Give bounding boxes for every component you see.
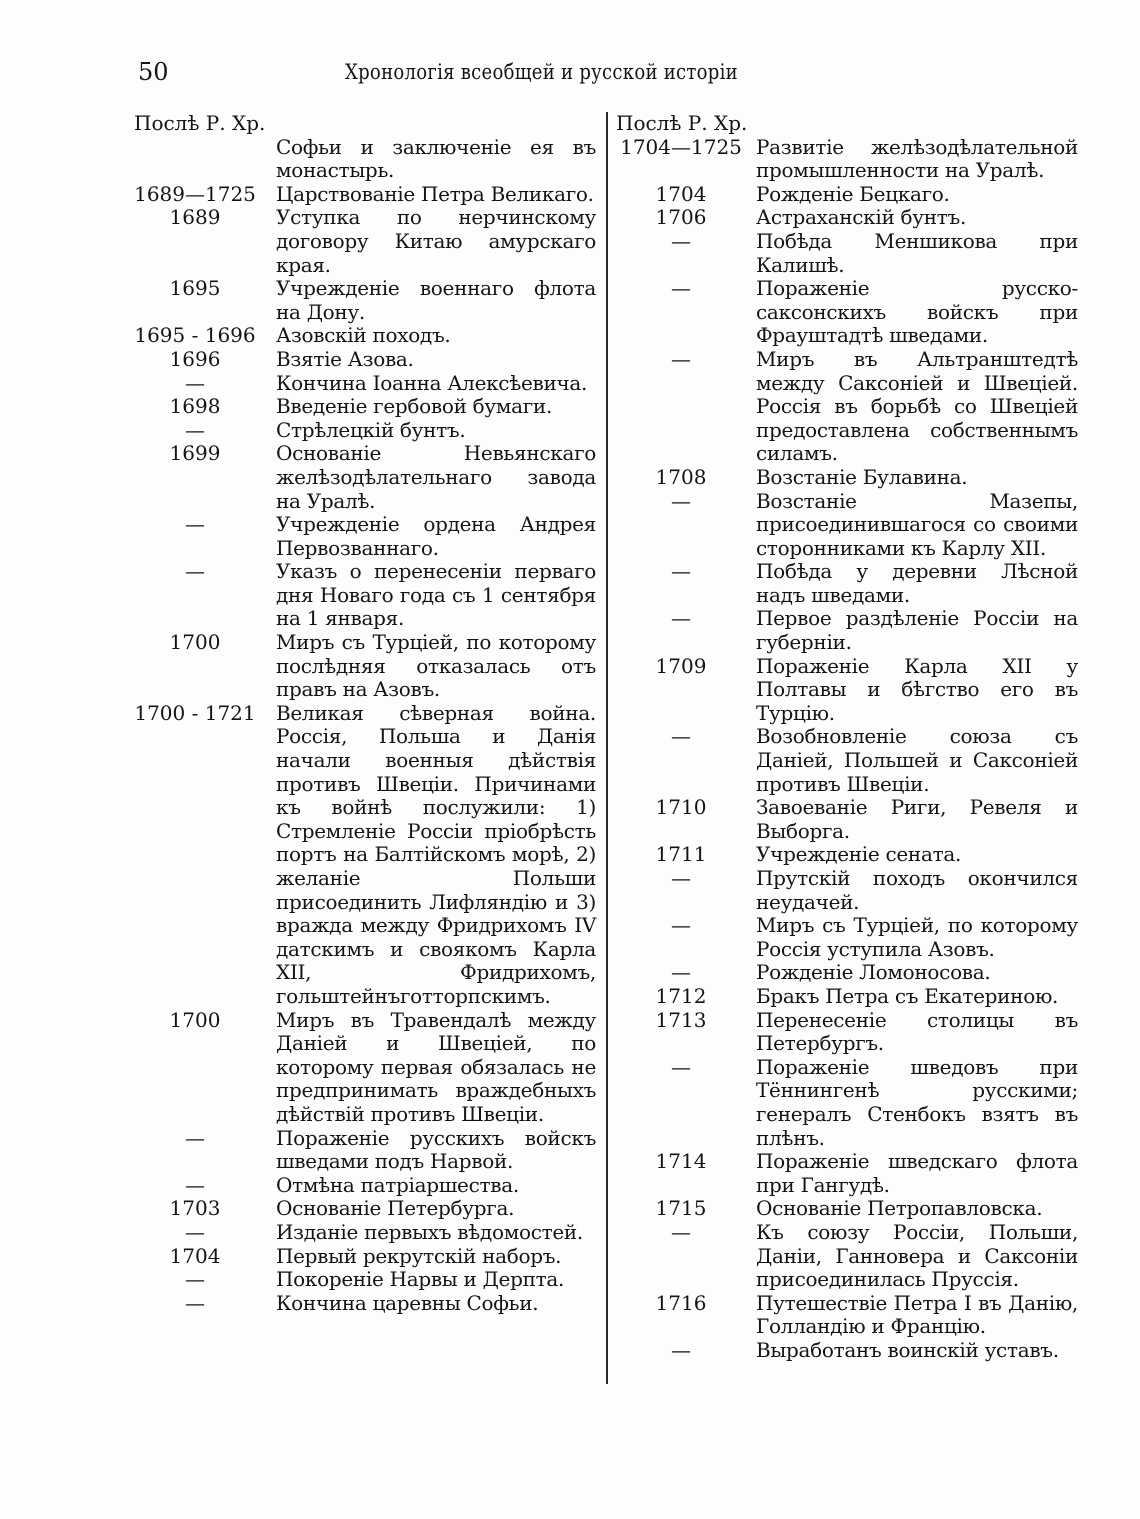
chronology-entry: [612, 1339, 1082, 1363]
entry-text: Астраханскій бунтъ.: [756, 205, 967, 230]
entry-date: 1710: [655, 795, 707, 820]
chronology-entry: [612, 961, 1082, 985]
entry-text: Покореніе Нарвы и Дерпта.: [276, 1267, 565, 1292]
chronology-entry: [120, 442, 602, 513]
entry-text: Выработанъ воинскій уставъ.: [756, 1337, 1059, 1362]
entry-text: Азовскій походъ.: [276, 323, 451, 348]
entry-text: Кончина царевны Софьи.: [276, 1290, 539, 1315]
entry-date: 1706: [655, 205, 707, 230]
entry-date: —: [671, 559, 691, 584]
entry-text: Великая сѣверная война. Россія, Польша и Данія начали военныя дѣйствія противъ Швеціи. Причинами къ войнѣ послужили: 1) Стремленіе Россіи пріобрѣсть портъ на Балтійскомъ морѣ, 2) желаніе Польши присоединить Лифляндію и 3) вражда между Фридрихомъ IV датскимъ и своякомъ Карла XII, Фридрихомъ, гольштейнъготторпскимъ.: [276, 700, 596, 1008]
chronology-entry: [120, 1127, 602, 1174]
column-divider: [606, 112, 608, 1384]
entry-text: Первый рекрутскій наборъ.: [276, 1243, 562, 1268]
chronology-entry: [612, 914, 1082, 961]
chronology-entry: [612, 867, 1082, 914]
entry-date: —: [671, 346, 691, 371]
chronology-entry: [120, 1174, 602, 1198]
entry-text: Софьи и заключеніе ея въ монастырь.: [276, 134, 596, 183]
left-column: [120, 112, 602, 1315]
entry-text: Пораженіе Карла XII у Полтавы и бѣгство его въ Турцію.: [756, 653, 1078, 725]
entry-date: —: [671, 866, 691, 890]
entry-text: Прутскій походъ окончился неудачей.: [756, 866, 1078, 914]
entry-date: —: [185, 417, 205, 442]
entry-date: —: [671, 228, 691, 253]
chronology-entry: [612, 136, 1082, 183]
chronology-entry: [612, 230, 1082, 277]
chronology-entry: [612, 985, 1082, 1009]
entry-date: 1715: [655, 1196, 707, 1221]
entry-text: Указъ о перенесеніи перваго дня Новаго года съ 1 сентября на 1 января.: [276, 559, 596, 631]
entry-text: Къ союзу Россіи, Польши, Даніи, Ганновера и Саксоніи присоединилась Пруссія.: [756, 1219, 1078, 1292]
entry-text: Побѣда у деревни Лѣсной надъ шведами.: [756, 559, 1078, 607]
entry-text: Кончина Іоанна Алексѣевича.: [276, 370, 588, 395]
chronology-entry: [120, 419, 602, 443]
chronology-entry: [120, 560, 602, 631]
entry-date: 1708: [655, 464, 707, 489]
chronology-entry: [612, 1292, 1082, 1339]
entry-text: Первое раздѣленіе Россіи на губерніи.: [756, 606, 1078, 655]
entry-date: —: [671, 488, 691, 513]
chronology-entry: [612, 466, 1082, 490]
chronology-entry: [612, 183, 1082, 207]
entry-text: Миръ въ Травендалѣ между Даніей и Швеціей, по которому первая обязалась не предпринимать враждебныхъ дѣйствій противъ Швеціи.: [276, 1007, 596, 1126]
chronology-entry: [612, 796, 1082, 843]
chronology-entry: [120, 631, 602, 702]
chronology-entry: [612, 1221, 1082, 1292]
chronology-entry: [120, 1268, 602, 1292]
chronology-entry: [120, 372, 602, 396]
entry-text: Учрежденіе сената.: [756, 842, 962, 867]
entry-date: —: [671, 1337, 691, 1362]
entry-text: Миръ съ Турціей, по которому послѣдняя отказалась отъ правъ на Азовъ.: [276, 630, 596, 702]
entry-date: 1696: [169, 346, 221, 371]
right-column: [612, 112, 1082, 1362]
entry-date: 1704: [655, 181, 707, 206]
entry-date: —: [185, 1219, 205, 1244]
chronology-entry: [120, 1292, 602, 1316]
entry-date: —: [185, 1125, 205, 1150]
entry-text: Основаніе Петропавловска.: [756, 1196, 1043, 1221]
chronology-entry: [612, 277, 1082, 348]
entry-date: —: [671, 1054, 691, 1079]
entry-date: —: [185, 1290, 205, 1315]
entry-date: —: [671, 1219, 691, 1244]
entry-date: 1704: [169, 1243, 221, 1268]
entry-text: Взятіе Азова.: [276, 346, 414, 371]
entry-date: 1700 - 1721: [134, 700, 256, 725]
entry-text: Путешествіе Петра I въ Данію, Голландію и Францію.: [756, 1290, 1078, 1339]
entry-date: —: [185, 512, 205, 537]
entry-text: Введеніе гербовой бумаги.: [276, 394, 553, 419]
entry-text: Пораженіе русско-саксонскихъ войскъ при Фрауштадтѣ шведами.: [756, 276, 1078, 348]
chronology-entry: [612, 655, 1082, 726]
chronology-entry: [612, 1150, 1082, 1197]
entry-text: Царствованіе Петра Великаго.: [276, 181, 594, 206]
entry-date: 1703: [169, 1196, 221, 1221]
entry-date: —: [671, 606, 691, 631]
right-column-header: Послѣ Р. Хр.: [616, 111, 748, 135]
entry-date: 1695 - 1696: [134, 323, 256, 348]
entry-date: 1698: [169, 394, 221, 419]
entry-date: —: [671, 724, 691, 749]
entry-text: Миръ съ Турціей, по которому Россія уступила Азовъ.: [756, 913, 1078, 961]
entry-text: Миръ въ Альтранштедтѣ между Саксоніей и Швеціей. Россія въ борьбѣ со Швеціей предоставлена собственнымъ силамъ.: [756, 346, 1078, 466]
entry-date: 1713: [655, 1007, 707, 1032]
entry-text: Развитіе желѣзодѣлательной промышленности на Уралѣ.: [756, 134, 1078, 183]
entry-text: Отмѣна патріаршества.: [276, 1172, 519, 1197]
chronology-entry: [120, 1245, 602, 1269]
entry-date: 1711: [655, 842, 707, 867]
entry-date: [120, 136, 276, 183]
chronology-entry: [612, 206, 1082, 230]
entry-date: —: [185, 1172, 205, 1197]
entry-date: 1700: [169, 1007, 221, 1032]
chronology-entry: [120, 348, 602, 372]
chronology-entry: [120, 1221, 602, 1245]
chronology-entry: [612, 1009, 1082, 1056]
entry-text: Рожденіе Ломоносова.: [756, 960, 991, 985]
entry-text: Учрежденіе военнаго флота на Дону.: [276, 276, 596, 324]
chronology-entry: [120, 1197, 602, 1221]
entry-date: 1689: [169, 205, 221, 230]
entry-date: 1700: [169, 630, 221, 655]
chronology-entry: [612, 843, 1082, 867]
chronology-entry: [612, 1197, 1082, 1221]
chronology-entry: [612, 560, 1082, 607]
chronology-entry: [120, 513, 602, 560]
entry-text: Пораженіе шведскаго флота при Гангудѣ.: [756, 1149, 1078, 1197]
running-head: Хронологія всеобщей и русской исторіи: [345, 60, 738, 84]
entry-text: Уступка по нерчинскому договору Китаю амурскаго края.: [276, 205, 596, 277]
entry-date: 1709: [655, 653, 707, 678]
entry-date: —: [671, 276, 691, 301]
entry-text: Изданіе первыхъ вѣдомостей.: [276, 1219, 583, 1244]
entry-text: Возобновленіе союза съ Даніей, Польшей и Саксоніей противъ Швеціи.: [756, 724, 1078, 796]
entry-date: 1699: [169, 441, 221, 466]
entry-date: —: [671, 960, 691, 985]
entry-text: Побѣда Меншикова при Калишѣ.: [756, 228, 1078, 277]
left-column-header: Послѣ Р. Хр.: [134, 111, 266, 135]
entry-text: Завоеваніе Риги, Ревеля и Выборга.: [756, 795, 1078, 843]
entry-text: Пораженіе русскихъ войскъ шведами подъ Нарвой.: [276, 1125, 596, 1174]
chronology-entry: [120, 183, 602, 207]
entry-text: Учрежденіе ордена Андрея Первозваннаго.: [276, 512, 596, 560]
entry-date: —: [185, 559, 205, 584]
chronology-entry: [612, 725, 1082, 796]
entry-text: Перенесеніе столицы въ Петербургъ.: [756, 1007, 1078, 1056]
entry-text: Рожденіе Бецкаго.: [756, 181, 950, 206]
chronology-entry: [120, 206, 602, 277]
chronology-entry: [120, 324, 602, 348]
entry-text: Пораженіе шведовъ при Тённингенѣ русскими; генералъ Стенбокъ взятъ въ плѣнъ.: [756, 1054, 1078, 1150]
page-number: 50: [138, 58, 169, 86]
entry-text: Основаніе Невьянскаго желѣзодѣлательнаго завода на Уралѣ.: [276, 441, 596, 513]
chronology-entry: [120, 395, 602, 419]
entry-text: Возстаніе Булавина.: [756, 464, 968, 489]
entry-date: —: [185, 370, 205, 395]
chronology-entry: [120, 702, 602, 1009]
chronology-entry: [120, 136, 602, 183]
chronology-entry: [612, 1056, 1082, 1150]
entry-date: —: [671, 913, 691, 938]
entry-text: Основаніе Петербурга.: [276, 1196, 515, 1221]
entry-text: Возстаніе Мазепы, присоединившагося со своими сторонниками къ Карлу XII.: [756, 488, 1078, 560]
entry-date: 1714: [655, 1149, 707, 1174]
chronology-entry: [612, 607, 1082, 654]
chronology-entry: [612, 348, 1082, 466]
entry-date: 1689—1725: [134, 181, 256, 206]
entry-text: Стрѣлецкій бунтъ.: [276, 417, 466, 442]
chronology-entry: [120, 1009, 602, 1127]
chronology-entry: [612, 490, 1082, 561]
entry-date: 1704—1725: [620, 134, 742, 159]
entry-date: 1716: [655, 1290, 707, 1315]
entry-date: —: [185, 1267, 205, 1292]
chronology-entry: [120, 277, 602, 324]
entry-text: Бракъ Петра съ Екатериною.: [756, 983, 1059, 1008]
entry-date: 1695: [169, 276, 221, 301]
entry-date: 1712: [655, 983, 707, 1008]
